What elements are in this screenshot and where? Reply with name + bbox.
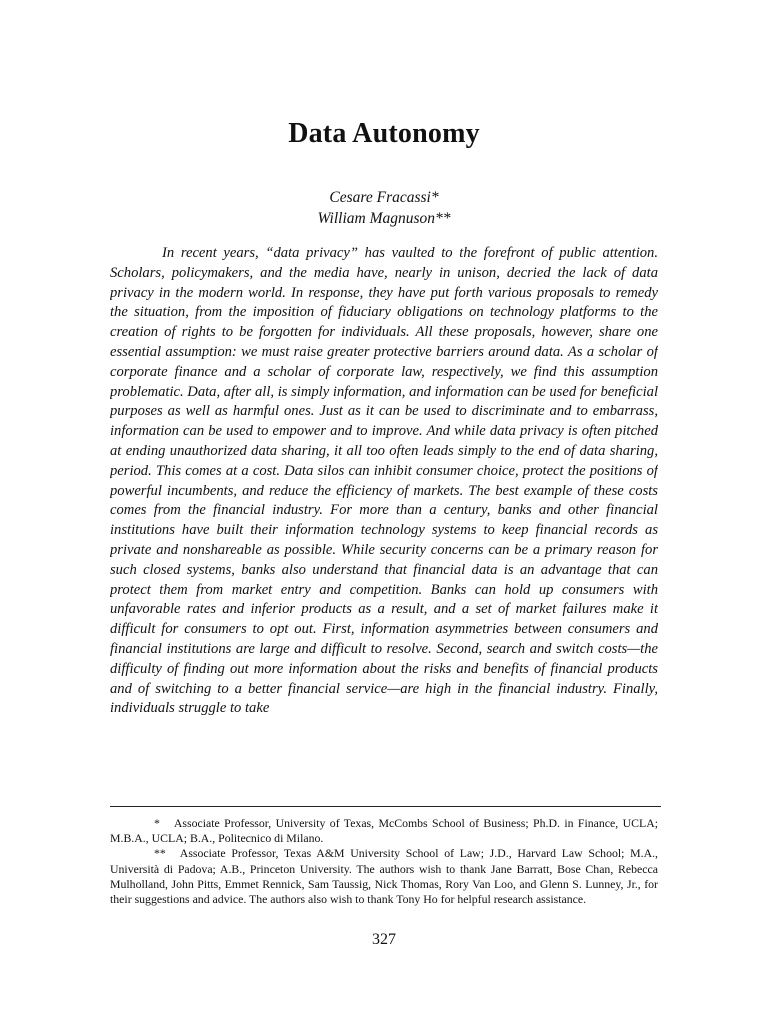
footnote-text: Associate Professor, Texas A&M University School of Law; J.D., Harvard Law School; M.A., Università di Padova; A.B., Princeton University. The authors wish to thank Jane Barratt, Bose Chan, Rebecca Mulholland, John Pitts, Emmet Rennick, Sam Taussig, Nick Thomas, Rory Van Loo, and Glenn S. Lunney, Jr., for their suggestions and advice. The authors also wish to thank Tony Ho for helpful research assistance.: [110, 846, 658, 907]
footnote-marker: **: [154, 846, 166, 861]
footnote-divider: [110, 806, 661, 807]
footnote-text: Associate Professor, University of Texas, McCombs School of Business; Ph.D. in Finance, UCLA; M.B.A., UCLA; B.A., Politecnico di Milano.: [110, 816, 658, 846]
author-name: Cesare Fracassi*: [329, 189, 439, 206]
author-list: [0, 187, 768, 229]
footnote: [110, 846, 658, 907]
abstract-paragraph: In recent years, “data privacy” has vaulted to the forefront of public attention. Scholars, policymakers, and the media have, nearly in unison, decried the lack of data privacy in the modern world. In response, they have put forth various proposals to remedy the situation, from the imposition of fiduciary obligations on technology platforms to the creation of rights to be forgotten for individuals. All these proposals, however, share one essential assumption: we must raise greater protective barriers around data. As a scholar of corporate finance and a scholar of corporate law, respectively, we find this assumption problematic. Data, after all, is simply information, and information can be used for beneficial purposes as well as harmful ones. Just as it can be used to discriminate and to embarrass, information can be used to empower and to improve. And while data privacy is often pitched at ending unauthorized data sharing, it all too often leads simply to the end of data sharing, period. This comes at a cost. Data silos can inhibit consumer choice, protect the positions of powerful incumbents, and reduce the efficiency of markets. The best example of these costs comes from the financial industry. For more than a century, banks and other financial institutions have built their information technology systems to keep financial records as private and nonshareable as possible. While security concerns can be a primary reason for such closed systems, banks also understand that financial data is an advantage that can protect them from market entry and competition. Banks can hold up consumers with unfavorable rates and inferior products as a result, and a set of market failures make it difficult for consumers to opt out. First, information asymmetries between consumers and financial institutions are large and difficult to resolve. Second, search and switch costs—the difficulty of finding out more information about the risks and benefits of financial products and of switching to a better financial service—are high in the financial industry. Finally, individuals struggle to take: [110, 245, 658, 717]
article-title: Data Autonomy: [288, 118, 480, 149]
footnote-section: [110, 816, 658, 907]
footnote: [110, 816, 658, 846]
page-number: 327: [372, 931, 396, 948]
author-name: William Magnuson**: [317, 210, 451, 227]
footnote-marker: *: [154, 816, 160, 830]
